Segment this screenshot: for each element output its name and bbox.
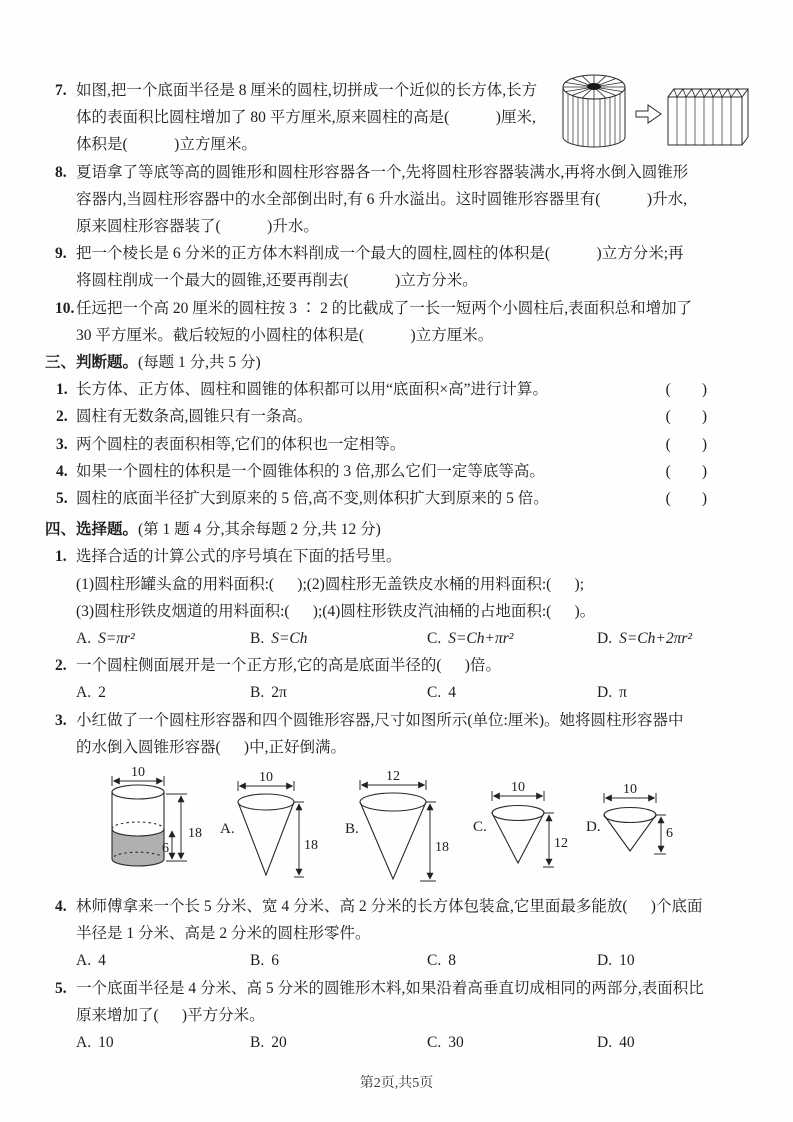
choice-q5-options [45,1029,740,1056]
question-number: 7. [55,82,67,99]
question-text-line: 把一个棱长是 6 分米的正方体木料削成一个最大的圆柱,圆柱的体积是( )立方分米;再 [76,245,684,263]
option-d[interactable]: D. S=Ch+2πr² [597,630,693,648]
item-number: 1. [56,381,68,399]
question-text-line: 林师傅拿来一个长 5 分米、宽 4 分米、高 2 分米的长方体包装盒,它里面最多能放( )个底面 [76,898,703,916]
option-c[interactable]: C. 8 [427,952,456,970]
question-text-line: 如图,把一个底面半径是 8 厘米的圆柱,切拼成一个近似的长方体,长方 [76,82,538,99]
cone-a-label: A. [220,821,235,838]
option-c[interactable]: C. 30 [427,1034,464,1052]
option-a[interactable]: A. 2 [76,684,106,702]
question-text-line: 一个圆柱侧面展开是一个正方形,它的高是底面半径的( )倍。 [76,657,501,675]
item-number: 5. [56,490,68,508]
judge-item-3 [45,431,740,458]
section-3-title: 三、判断题。 [45,354,139,372]
question-text-line: 原来增加了( )平方分米。 [76,1006,265,1024]
question-text-line: 一个底面半径是 4 分米、高 5 分米的圆锥形木料,如果沿着高垂直切成相同的两部分,表面积比 [76,979,704,997]
question-number: 5. [55,979,67,997]
question-number: 9. [55,245,67,263]
option-b[interactable]: B. 2π [250,684,287,702]
option-b[interactable]: B. 6 [250,952,279,970]
option-b[interactable]: B. 20 [250,1034,287,1052]
section-4-score-note: (第 1 题 4 分,其余每题 2 分,共 12 分) [138,521,381,539]
containers-diagram [48,757,748,891]
cone-d-height-label: 6 [666,826,673,842]
option-d[interactable]: D. 10 [597,952,635,970]
cone-d-diameter-label: 10 [623,782,637,798]
page-footer: 第2页,共5页 [359,1076,434,1091]
question-text-line: 半径是 1 分米、高是 2 分米的圆柱形零件。 [76,925,371,943]
judge-statement: 圆柱有无数条高,圆锥只有一条高。 [76,408,313,426]
answer-bracket[interactable]: ( ) [665,462,707,480]
item-number: 4. [56,462,68,480]
answer-bracket[interactable]: ( ) [665,490,707,508]
option-d[interactable]: D. 40 [597,1034,635,1052]
option-b[interactable]: B. S=Ch [250,630,308,648]
judge-statement: 圆柱的底面半径扩大到原来的 5 倍,高不变,则体积扩大到原来的 5 倍。 [76,490,549,508]
question-text-line: 将圆柱削成一个最大的圆锥,还要再削去( )立方分米。 [76,272,478,290]
question-text-line: 任远把一个高 20 厘米的圆柱按 3 ∶ 2 的比截成了一长一短两个小圆柱后,表面积总和增加了 [76,299,693,317]
answer-bracket[interactable]: ( ) [665,381,707,399]
choice-q4-options [45,947,740,974]
judge-item-1 [45,376,740,403]
question-text-line: 30 平方厘米。截后较短的小圆柱的体积是( )立方厘米。 [76,326,494,344]
question-text-line: 选择合适的计算公式的序号填在下面的括号里。 [76,548,402,566]
question-number: 1. [55,548,67,566]
choice-question-1 [45,543,740,625]
question-subline: (3)圆柱形铁皮烟道的用料面积:( );(4)圆柱形铁皮汽油桶的占地面积:( )。 [76,602,596,620]
judge-item-2 [45,403,740,430]
choice-q2-options [45,679,740,706]
cone-b [360,780,436,881]
option-c[interactable]: C. S=Ch+πr² [427,630,514,648]
item-number: 2. [56,408,68,426]
cone-c-label: C. [473,819,487,836]
question-text-line: 体积是( )立方厘米。 [76,136,257,154]
question-text-line: 夏语拿了等底等高的圆锥形和圆柱形容器各一个,先将圆柱形容器装满水,再将水倒入圆锥形 [76,163,689,181]
question-8 [45,159,740,241]
section-3-heading [45,349,740,376]
question-10 [45,295,740,349]
judge-statement: 两个圆柱的表面积相等,它们的体积也一定相等。 [76,435,406,453]
cone-b-height-label: 18 [435,840,449,856]
cone-b-diameter-label: 12 [386,769,400,785]
question-text-line: 原来圆柱形容器装了( )升水。 [76,218,319,236]
section-3-score-note: (每题 1 分,共 5 分) [138,354,261,372]
question-number: 8. [55,163,67,181]
choice-question-2 [45,652,740,679]
choice-question-3 [45,707,740,761]
question-text-line: 的水倒入圆锥形容器( )中,正好倒满。 [76,738,346,756]
cone-c [492,791,554,867]
question-text-line: 体的表面积比圆柱增加了 80 平方厘米,原来圆柱的高是( )厘米, [76,109,536,127]
cone-a [238,781,304,877]
question-number: 2. [55,657,67,675]
answer-bracket[interactable]: ( ) [665,435,707,453]
choice-question-5 [45,975,740,1029]
question-text-line: 容器内,当圆柱形容器中的水全部倒出时,有 6 升水溢出。这时圆锥形容器里有( )升水, [76,190,687,208]
option-c[interactable]: C. 4 [427,684,456,702]
judge-item-5 [45,485,740,512]
question-9 [45,240,740,294]
cylinder-container [112,776,187,866]
option-a[interactable]: A. S=πr² [76,630,135,648]
cylinder-diameter-label: 10 [131,765,145,781]
section-4-title: 四、选择题。 [45,521,139,539]
cone-a-height-label: 18 [304,838,318,854]
cone-d-label: D. [586,819,601,836]
section-4-heading [45,516,740,543]
choice-question-4 [45,893,740,947]
answer-bracket[interactable]: ( ) [665,408,707,426]
question-number: 3. [55,711,67,729]
question-7 [45,77,740,159]
question-number: 10. [55,299,75,317]
cone-a-diameter-label: 10 [259,770,273,786]
question-text-line: 小红做了一个圆柱形容器和四个圆锥形容器,尺寸如图所示(单位:厘米)。她将圆柱形容器中 [76,711,684,729]
cylinder-water-height-label: 6 [162,841,169,857]
question-subline: (1)圆柱形罐头盒的用料面积:( );(2)圆柱形无盖铁皮水桶的用料面积:( ); [76,575,585,593]
choice-q1-options [45,625,740,652]
option-a[interactable]: A. 10 [76,1034,114,1052]
judge-item-4 [45,458,740,485]
judge-statement: 长方体、正方体、圆柱和圆锥的体积都可以用“底面积×高”进行计算。 [76,381,549,399]
question-number: 4. [55,898,67,916]
cylinder-height-label: 18 [188,826,202,842]
cone-c-diameter-label: 10 [511,780,525,796]
cone-b-label: B. [345,821,359,838]
item-number: 3. [56,435,68,453]
cone-c-height-label: 12 [554,836,568,852]
option-a[interactable]: A. 4 [76,952,106,970]
option-d[interactable]: D. π [597,684,627,702]
cone-d [604,793,666,854]
judge-statement: 如果一个圆柱的体积是一个圆锥体积的 3 倍,那么它们一定等底等高。 [76,462,545,480]
